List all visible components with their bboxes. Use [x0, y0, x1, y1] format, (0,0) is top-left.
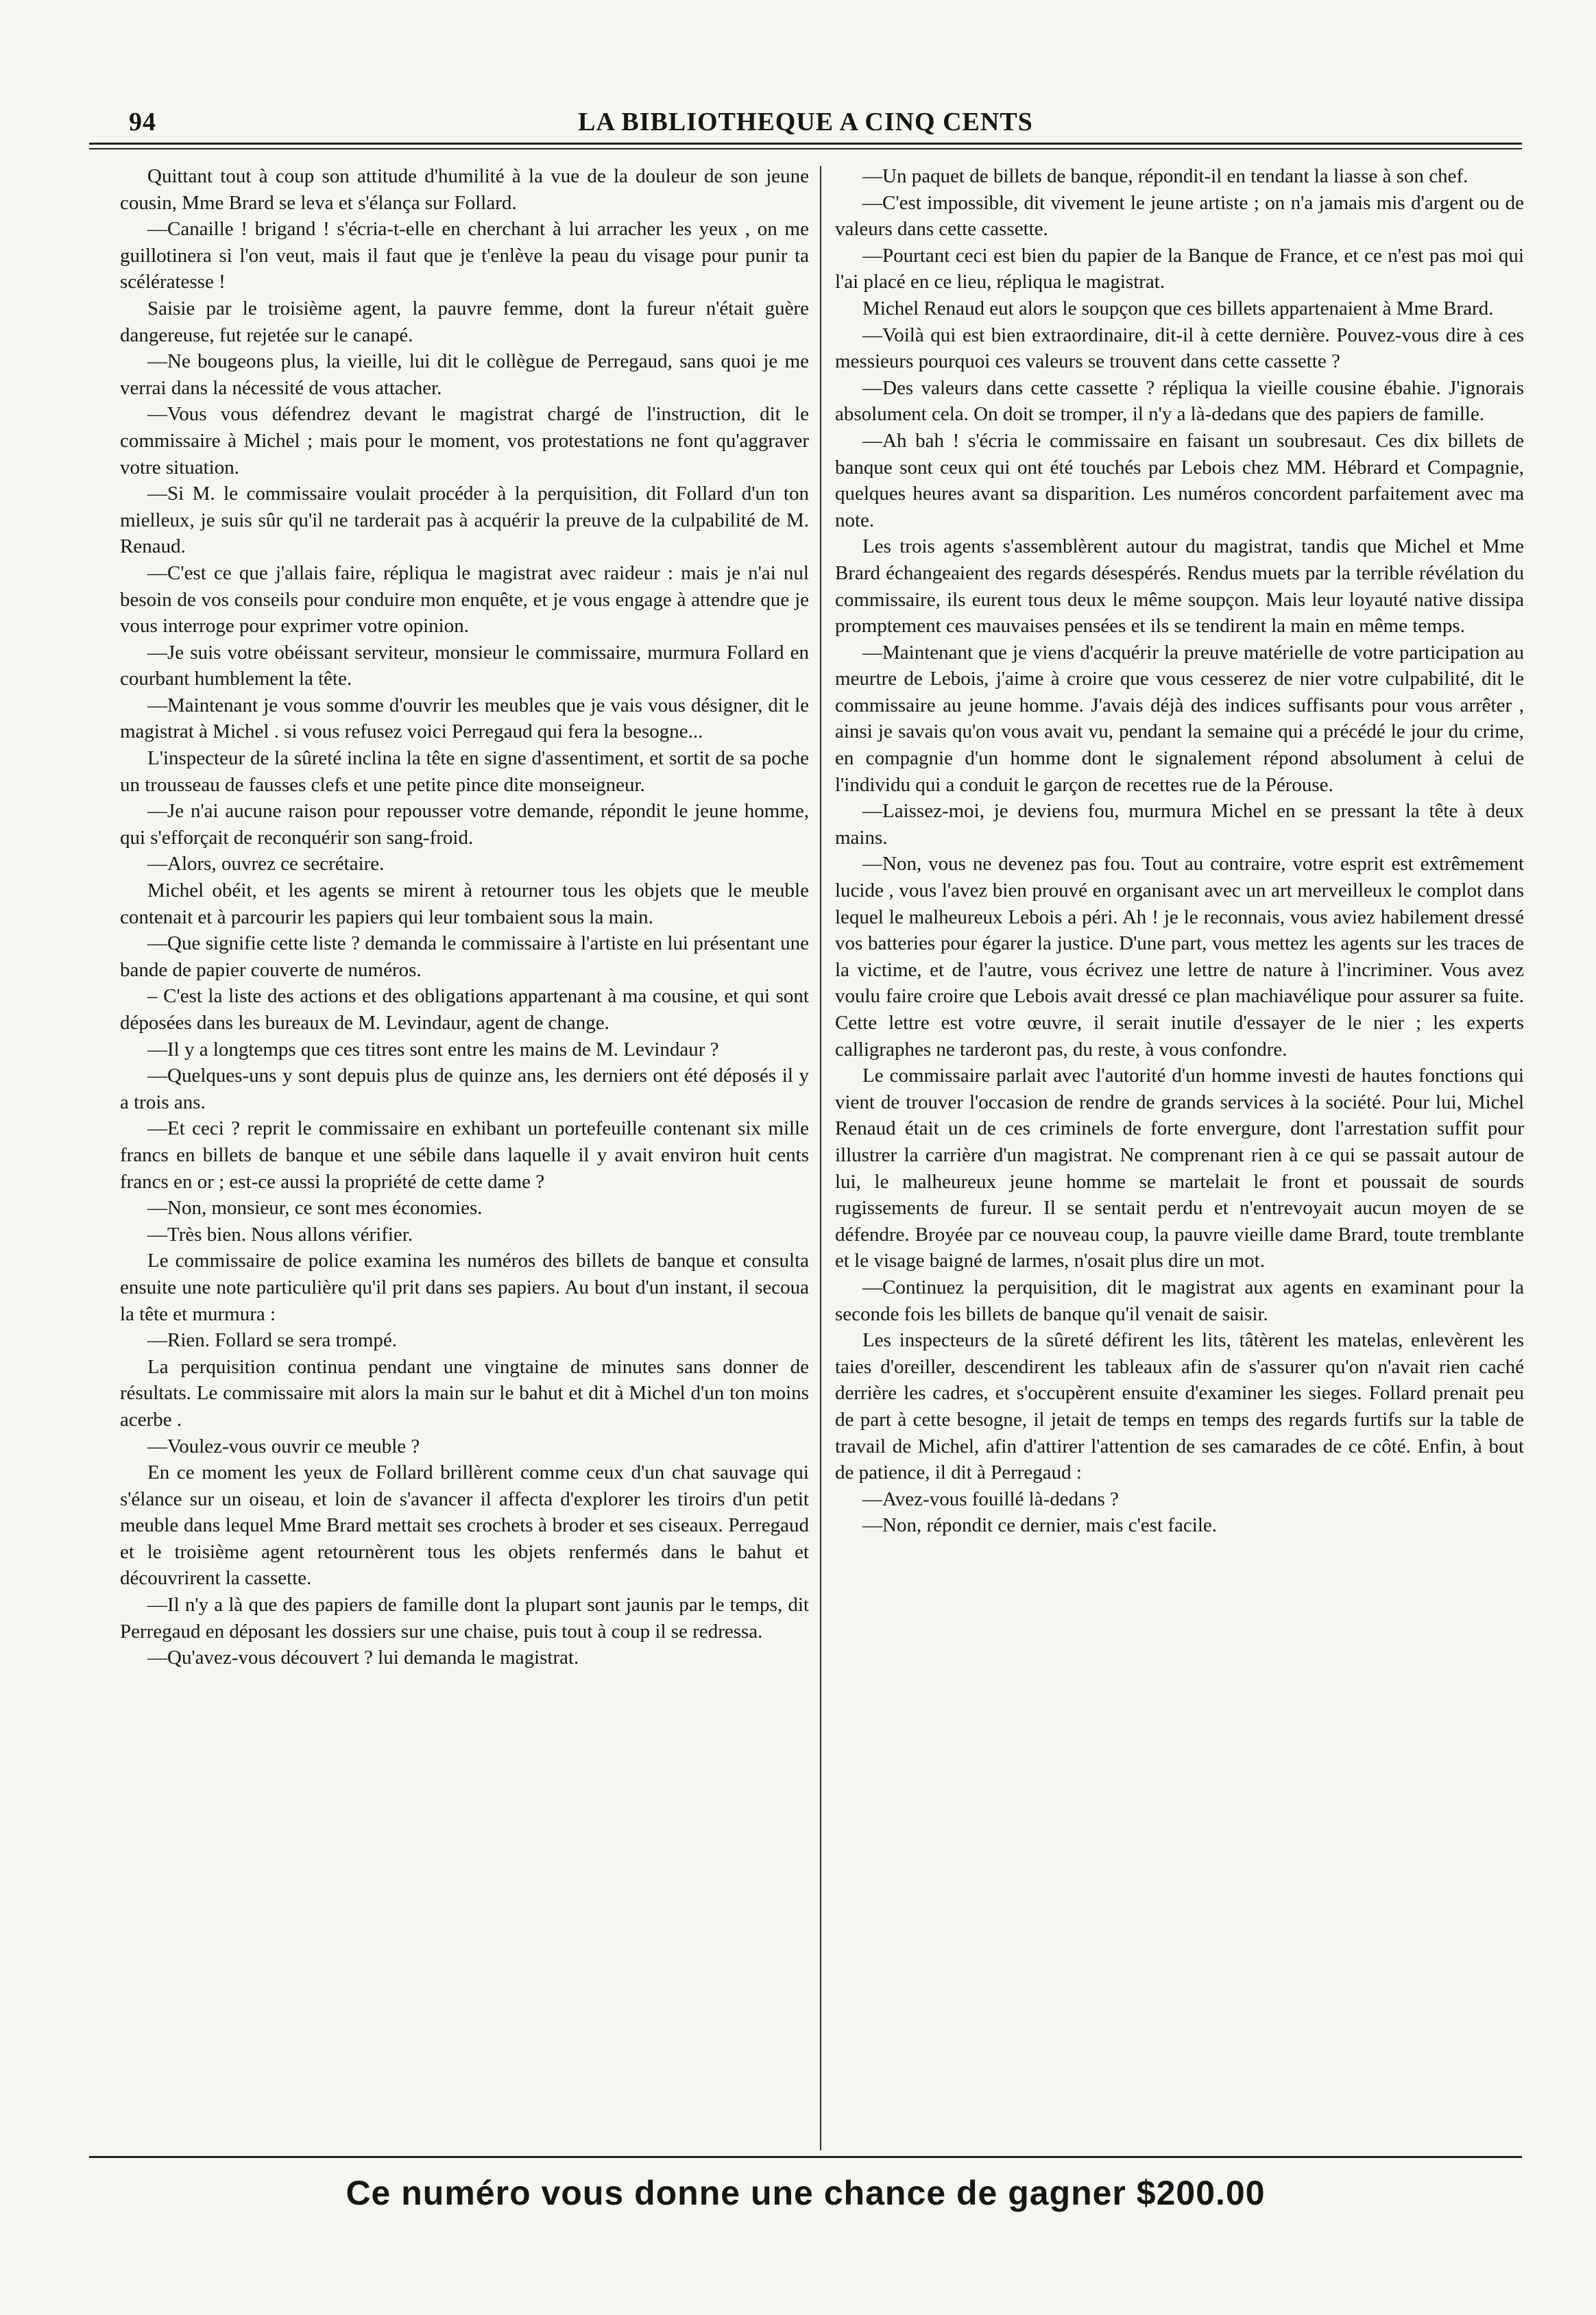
paragraph: —C'est ce que j'allais faire, répliqua le magistrat avec raideur : mais je n'ai nul besoin de vos conseils pour conduire mon enquête, et je vous engage à attendre que je vous interroge pour exprimer votre opinion.: [120, 561, 809, 638]
paragraph: Quittant tout à coup son attitude d'humilité à la vue de la douleur de son jeune cousin, Mme Brard se leva et s'élança sur Follard.: [120, 165, 809, 214]
paragraph: Michel Renaud eut alors le soupçon que ces billets appartenaient à Mme Brard.: [862, 297, 1494, 319]
paragraph: —Vous vous défendrez devant le magistrat chargé de l'instruction, dit le commissaire à Michel ; mais pour le moment, vos protestations ne font qu'aggraver votre situation.: [120, 403, 809, 478]
paragraph: – C'est la liste des actions et des obligations appartenant à ma cousine, et qui sont déposées dans les bureaux de M. Levindaur, agent de change.: [120, 985, 809, 1034]
paragraph: Saisie par le troisième agent, la pauvre femme, dont la fureur n'était guère dangereuse, fut rejetée sur le canapé.: [120, 297, 809, 346]
paragraph: Les inspecteurs de la sûreté défirent les lits, tâtèrent les matelas, enlevèrent les taies d'oreiller, descendirent les tableaux afin de s'assurer qu'on n'avait rien caché derrière les cadres, et s'occupèrent ensuite d'examiner les sieges. Follard prenait peu de part à cette besogne, il jetait de temps en temps des regards furtifs sur la table de travail de Michel, afin d'attirer l'attention de ses camarades de ce côté. Enfin, à bout de patience, il dit à Perregaud :: [835, 1329, 1524, 1484]
paragraph: —Ah bah ! s'écria le commissaire en faisant un soubresaut. Ces dix billets de banque sont ceux qui ont été touchés par Lebois chez MM. Hébrard et Compagnie, quelques heures avant sa disparition. Les numéros concordent parfaitement avec ma note.: [835, 429, 1524, 531]
right-column: [835, 163, 1524, 1539]
paragraph: —Quelques-uns y sont depuis plus de quinze ans, les derniers ont été déposés il y a trois ans.: [120, 1065, 809, 1113]
header-rule-thin: [89, 148, 1522, 149]
footer-rule: [89, 2156, 1522, 2158]
page-number: 94: [129, 108, 156, 136]
paragraph: —Non, répondit ce dernier, mais c'est facile.: [862, 1514, 1218, 1537]
paragraph: —Ne bougeons plus, la vieille, lui dit le collègue de Perregaud, sans quoi je me verrai dans la nécessité de vous attacher.: [120, 350, 809, 399]
paragraph: —Des valeurs dans cette cassette ? répliqua la vieille cousine ébahie. J'ignorais absolument cela. On doit se tromper, il n'y a là-dedans que des papiers de famille.: [835, 376, 1524, 426]
paragraph: —Il n'y a là que des papiers de famille dont la plupart sont jaunis par le temps, dit Perregaud en déposant les dossiers sur une chaise, puis tout à coup il se redressa.: [120, 1594, 809, 1643]
text-columns: [89, 163, 1522, 2227]
paragraph: En ce moment les yeux de Follard brillèrent comme ceux d'un chat sauvage qui s'élance sur un oiseau, et loin de s'avancer il affecta d'explorer les tiroirs d'un petit meuble dans lequel Mme Brard mettait ses crochets à broder et ses ciseaux. Perregaud et le troisième agent retournèrent tous les objets renfermés dans le bahut et découvrirent la cassette.: [120, 1462, 809, 1590]
page-title: LA BIBLIOTHEQUE A CINQ CENTS: [578, 108, 1033, 136]
paragraph: —Non, vous ne devenez pas fou. Tout au contraire, votre esprit est extrêmement lucide , vous l'avez bien prouvé en organisant avec un art merveilleux le complot dans lequel le malheureux Lebois a péri. Ah ! je le reconnais, vous aviez habilement dressé vos batteries pour égarer la justice. D'une part, vous mettez les agents sur les traces de la victime, et de l'autre, vous écrivez une lettre de nature à l'incriminer. Vous avez voulu faire croire que Lebois avait dressé ce plan machiavélique pour assurer sa fuite. Cette lettre est votre œuvre, il serait inutile d'essayer de le nier ; les experts calligraphes ne tarderont pas, du reste, à vous confondre.: [835, 853, 1524, 1060]
paragraph: La perquisition continua pendant une vingtaine de minutes sans donner de résultats. Le commissaire mit alors la main sur le bahut et dit à Michel d'un ton moins acerbe .: [120, 1355, 809, 1431]
header-rule: [89, 143, 1522, 145]
paragraph: —Laissez-moi, je deviens fou, murmura Michel en se pressant la tête à deux mains.: [835, 800, 1524, 849]
page-header: [89, 103, 1522, 144]
paragraph: —Maintenant je vous somme d'ouvrir les meubles que je vais vous désigner, dit le magistrat à Michel . si vous refusez voici Perregaud qui fera la besogne...: [120, 694, 809, 743]
paragraph: —Voilà qui est bien extraordinaire, dit-il à cette dernière. Pouvez-vous dire à ces messieurs pourquoi ces valeurs se trouvent dans cette cassette ?: [835, 324, 1524, 373]
paragraph: —Avez-vous fouillé là-dedans ?: [862, 1488, 1119, 1510]
paragraph: Michel obéit, et les agents se mirent à retourner tous les objets que le meuble contenait et à parcourir les papiers qui leur tombaient sous la main.: [120, 880, 809, 928]
paragraph: —Je suis votre obéissant serviteur, monsieur le commissaire, murmura Follard en courbant humblement la tête.: [120, 641, 809, 690]
paragraph: —Non, monsieur, ce sont mes économies.: [147, 1197, 483, 1220]
column-divider: [820, 166, 821, 2150]
paragraph: —Très bien. Nous allons vérifier.: [147, 1223, 413, 1246]
paragraph: —Rien. Follard se sera trompé.: [147, 1329, 398, 1352]
paragraph: —Alors, ouvrez ce secrétaire.: [147, 853, 385, 875]
paragraph: —Pourtant ceci est bien du papier de la Banque de France, et ce n'est pas moi qui l'ai placé en ce lieu, répliqua le magistrat.: [835, 244, 1524, 293]
paragraph: —Je n'ai aucune raison pour repousser votre demande, répondit le jeune homme, qui s'efforçait de reconquérir son sang-froid.: [120, 800, 809, 849]
paragraph: —Qu'avez-vous découvert ? lui demanda le magistrat.: [147, 1647, 579, 1669]
footer-banner: Ce numéro vous donne une chance de gagner $200.00: [346, 2174, 1266, 2212]
paragraph: L'inspecteur de la sûreté inclina la tête en signe d'assentiment, et sortit de sa poche un trousseau de fausses clefs et une petite pince dite monseigneur.: [120, 747, 809, 796]
paragraph: Le commissaire de police examina les numéros des billets de banque et consulta ensuite une note particulière qu'il prit dans ses papiers. Au bout d'un instant, il secoua la tête et murmura :: [120, 1250, 809, 1325]
paragraph: —Que signifie cette liste ? demanda le commissaire à l'artiste en lui présentant une bande de papier couverte de numéros.: [120, 932, 809, 981]
paragraph: —Et ceci ? reprit le commissaire en exhibant un portefeuille contenant six mille francs en billets de banque et une sébile dans laquelle il y avait environ huit cents francs en or ; est-ce aussi la propriété de cette dame ?: [120, 1117, 809, 1193]
paragraph: Le commissaire parlait avec l'autorité d'un homme investi de hautes fonctions qui vient de trouver l'occasion de rendre de grands services à la société. Pour lui, Michel Renaud était un de ces criminels de forte envergure, dont l'arrestation suffit pour illustrer la carrière d'un magistrat. Ne comprenant rien à ce qui se passait autour de lui, le malheureux jeune homme se martelait le front et poussait de sourds rugissements de fureur. Il se sentait perdu et n'entrevoyait aucun moyen de se défendre. Broyée par ce nouveau coup, la pauvre vieille dame Brard, toute tremblante et le visage baigné de larmes, n'osait plus dire un mot.: [835, 1065, 1524, 1272]
newspaper-page: [89, 103, 1522, 2296]
paragraph: Les trois agents s'assemblèrent autour du magistrat, tandis que Michel et Mme Brard échangeaient des regards désespérés. Rendus muets par la terrible révélation du commissaire, ils eurent tous deux le même soupçon. Mais leur loyauté native dissipa promptement ces mauvaises pensées et ils se tendirent la main en même temps.: [835, 535, 1524, 638]
paragraph: —Il y a longtemps que ces titres sont entre les mains de M. Levindaur ?: [147, 1038, 719, 1060]
paragraph: —Continuez la perquisition, dit le magistrat aux agents en examinant pour la seconde fois les billets de banque qu'il venait de saisir.: [835, 1276, 1524, 1325]
paragraph: —Voulez-vous ouvrir ce meuble ?: [147, 1435, 420, 1457]
paragraph: —Maintenant que je viens d'acquérir la preuve matérielle de votre participation au meurtre de Lebois, j'aime à croire que vous cesserez de nier votre culpabilité, dit le commissaire au jeune homme. J'avais déjà des indices suffisants pour vous arrêter , ainsi je savais qu'on vous avait vu, pendant la semaine qui a précédé le jour du crime, en compagnie d'un homme dont le signalement répond absolument à celui de l'individu qui a conduit le garçon de recettes rue de la Pérouse.: [835, 641, 1524, 796]
paragraph: —Si M. le commissaire voulait procéder à la perquisition, dit Follard d'un ton mielleux, je suis sûr qu'il ne tarderait pas à acquérir la preuve de la culpabilité de M. Renaud.: [120, 483, 809, 558]
paragraph: —C'est impossible, dit vivement le jeune artiste ; on n'a jamais mis d'argent ou de valeurs dans cette cassette.: [835, 191, 1524, 241]
left-column: [120, 163, 809, 1671]
paragraph: —Un paquet de billets de banque, répondit-il en tendant la liasse à son chef.: [862, 165, 1468, 187]
paragraph: —Canaille ! brigand ! s'écria-t-elle en cherchant à lui arracher les yeux , on me guillotinera si l'on veut, mais il faut que je t'enlève la peau du visage pour punir ta scélératesse !: [120, 218, 809, 293]
